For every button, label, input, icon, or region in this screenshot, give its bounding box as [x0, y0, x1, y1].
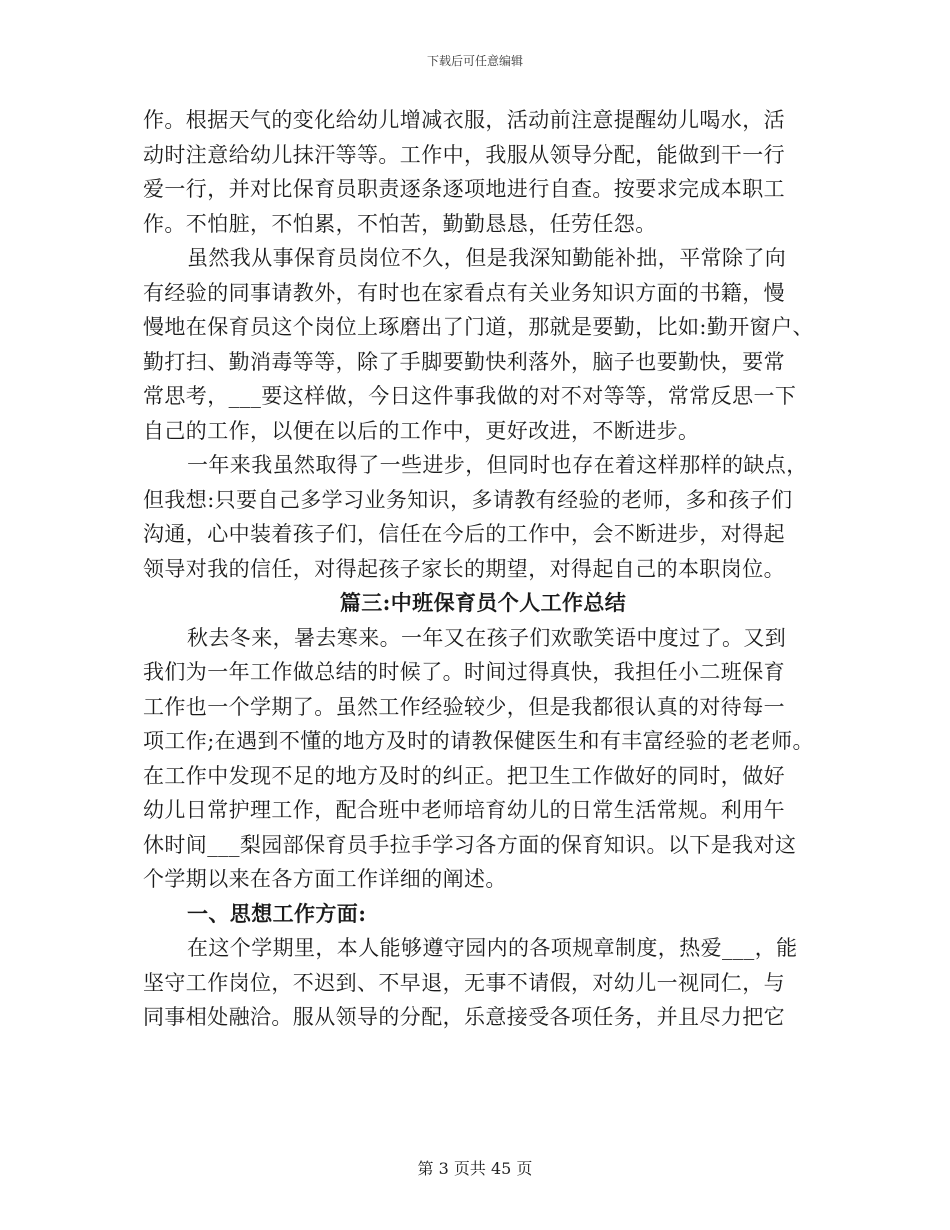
text-line: 自己的工作，以便在以后的工作中，更好改进，不断进步。 [143, 418, 700, 443]
text-line: 爱一行，并对比保育员职责逐条逐项地进行自查。按要求完成本职工 [143, 177, 785, 201]
paragraph-first-line: 一年来我虽然取得了一些进步，但同时也存在着这样那样的缺点， [187, 453, 808, 477]
text-line: 坚守工作岗位，不迟到、不早退，无事不请假，对幼儿一视同仁，与 [143, 970, 785, 995]
subsection-heading: 一、思想工作方面: [187, 900, 367, 926]
text-line: 工作也一个学期了。虽然工作经验较少，但是我都很认真的对待每一 [143, 694, 785, 719]
page-header: 下载后可任意编辑 [426, 54, 523, 68]
text-line: 个学期以来在各方面工作详细的阐述。 [143, 867, 507, 891]
text-line: 沟通，心中装着孩子们，信任在今后的工作中，会不断进步，对得起 [143, 522, 785, 546]
text-line: 勤打扫、勤消毒等等，除了手脚要勤快利落外，脑子也要勤快，要常 [143, 349, 785, 374]
text-line: 慢地在保育员这个岗位上琢磨出了门道，那就是要勤，比如:勤开窗户、 [143, 315, 814, 339]
paragraph-first-line: 秋去冬来，暑去寒来。一年又在孩子们欢歌笑语中度过了。又到 [187, 625, 787, 650]
text-line: 作。不怕脏，不怕累，不怕苦，勤勤恳恳，任劳任怨。 [143, 211, 657, 236]
text-line: 有经验的同事请教外，有时也在家看点有关业务知识方面的书籍，慢 [143, 280, 785, 305]
text-line: 在工作中发现不足的地方及时的纠正。把卫生工作做好的同时，做好 [143, 763, 785, 788]
text-line: 常思考，___要这样做，今日这件事我做的对不对等等，常常反思一下 [143, 384, 797, 408]
text-line: 领导对我的信任，对得起孩子家长的期望，对得起自己的本职岗位。 [143, 556, 785, 581]
paragraph-first-line: 在这个学期里，本人能够遵守园内的各项规章制度，热爱___，能 [187, 936, 798, 960]
text-line: 作。根据天气的变化给幼儿增减衣服，活动前注意提醒幼儿喝水，活 [143, 108, 785, 132]
text-line: 同事相处融洽。服从领导的分配，乐意接受各项任务，并且尽力把它 [143, 1005, 785, 1029]
section-heading: 篇三:中班保育员个人工作总结 [339, 590, 627, 615]
text-line: 幼儿日常护理工作，配合班中老师培育幼儿的日常生活常规。利用午 [143, 798, 785, 822]
page-footer: 第 3 页共 45 页 [417, 1159, 533, 1178]
document-body [143, 103, 823, 1035]
text-line: 项工作;在遇到不懂的地方及时的请教保健医生和有丰富经验的老老师。 [143, 729, 814, 753]
text-line: 我们为一年工作做总结的时候了。时间过得真快，我担任小二班保育 [143, 660, 785, 684]
text-line: 但我想:只要自己多学习业务知识，多请教有经验的老师，多和孩子们 [143, 487, 793, 512]
text-line: 动时注意给幼儿抹汗等等。工作中，我服从领导分配，能做到干一行 [143, 142, 785, 167]
paragraph-first-line: 虽然我从事保育员岗位不久，但是我深知勤能补拙，平常除了向 [187, 246, 787, 270]
text-line: 休时间___梨园部保育员手拉手学习各方面的保育知识。以下是我对这 [143, 832, 797, 857]
